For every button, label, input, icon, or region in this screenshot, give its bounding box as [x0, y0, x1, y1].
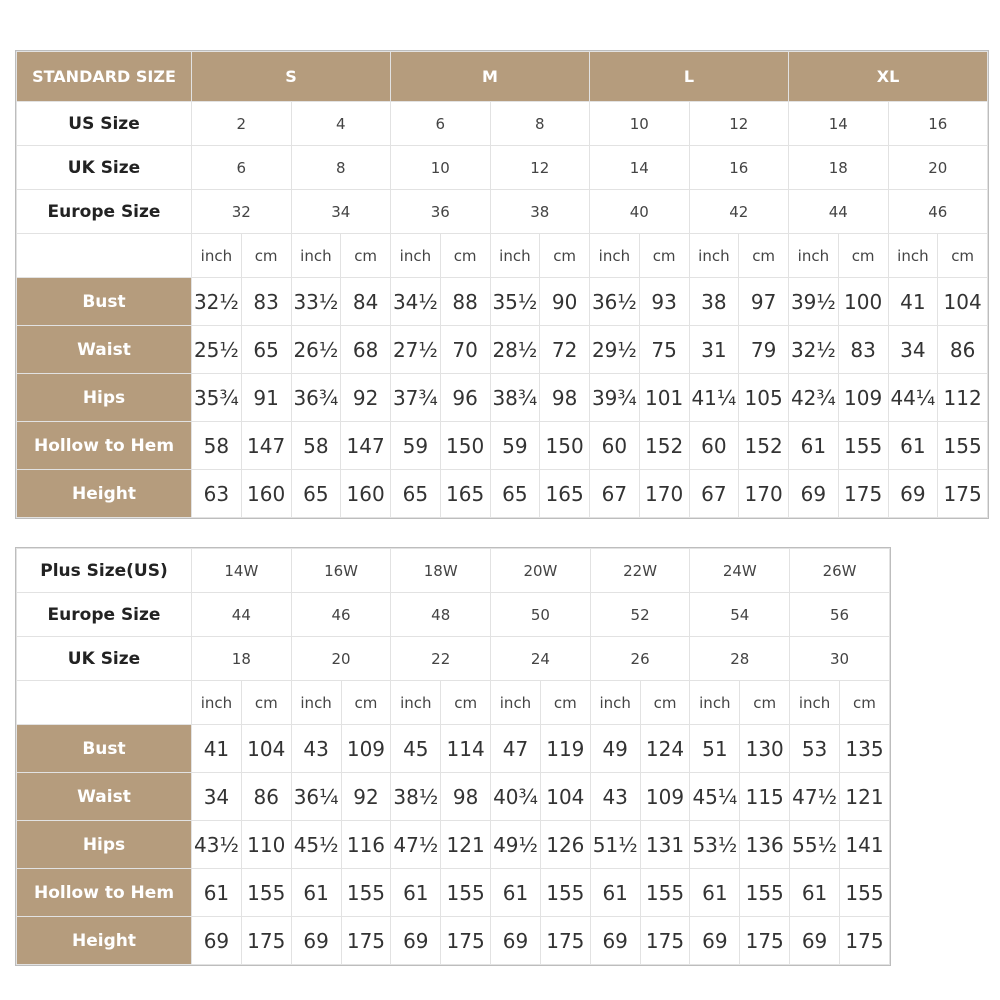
- unit-cm: cm: [540, 234, 590, 278]
- measurement-label: Hips: [17, 374, 192, 422]
- measurement-value: 152: [639, 422, 689, 470]
- measurement-value: 69: [789, 470, 839, 518]
- size-value: 28: [690, 637, 790, 681]
- size-value: 40: [590, 190, 690, 234]
- size-value: 20: [888, 146, 988, 190]
- size-value: 16: [888, 102, 988, 146]
- size-group-header-row: [17, 52, 988, 102]
- size-value: 26W: [790, 549, 890, 593]
- measurement-value: 69: [192, 917, 242, 965]
- measurement-row: [17, 470, 988, 518]
- info-row: [17, 637, 890, 681]
- measurement-value: 68: [341, 326, 391, 374]
- size-value: 22: [391, 637, 491, 681]
- unit-cm: cm: [441, 681, 491, 725]
- measurement-label: Bust: [17, 278, 192, 326]
- size-value: 46: [291, 593, 391, 637]
- measurement-value: 175: [938, 470, 988, 518]
- measurement-value: 155: [441, 869, 491, 917]
- measurement-value: 40¾: [491, 773, 541, 821]
- measurement-value: 104: [241, 725, 291, 773]
- size-value: 20: [291, 637, 391, 681]
- measurement-value: 69: [790, 917, 840, 965]
- size-group-l: L: [590, 52, 789, 102]
- measurement-row: [17, 773, 890, 821]
- measurement-value: 41: [192, 725, 242, 773]
- measurement-value: 155: [938, 422, 988, 470]
- measurement-value: 39¾: [590, 374, 640, 422]
- unit-inch: inch: [590, 681, 640, 725]
- measurement-label: Waist: [17, 773, 192, 821]
- measurement-value: 101: [639, 374, 689, 422]
- measurement-value: 49½: [491, 821, 541, 869]
- size-value: 18: [789, 146, 889, 190]
- unit-cm: cm: [440, 234, 490, 278]
- measurement-value: 41: [888, 278, 938, 326]
- size-value: 34: [291, 190, 391, 234]
- measurement-value: 53½: [690, 821, 740, 869]
- size-value: 8: [291, 146, 391, 190]
- measurement-value: 165: [440, 470, 490, 518]
- measurement-row: [17, 917, 890, 965]
- measurement-value: 155: [640, 869, 690, 917]
- measurement-row: [17, 278, 988, 326]
- measurement-value: 92: [341, 374, 391, 422]
- measurement-value: 51: [690, 725, 740, 773]
- measurement-value: 155: [740, 869, 790, 917]
- measurement-value: 147: [241, 422, 291, 470]
- measurement-value: 114: [441, 725, 491, 773]
- measurement-label: Bust: [17, 725, 192, 773]
- unit-inch: inch: [490, 234, 540, 278]
- measurement-value: 33½: [291, 278, 341, 326]
- size-value: 10: [590, 102, 690, 146]
- measurement-value: 53: [790, 725, 840, 773]
- measurement-value: 83: [241, 278, 291, 326]
- measurement-value: 32½: [192, 278, 242, 326]
- size-value: 8: [490, 102, 590, 146]
- measurement-value: 100: [838, 278, 888, 326]
- measurement-value: 98: [441, 773, 491, 821]
- unit-inch: inch: [291, 681, 341, 725]
- measurement-value: 97: [739, 278, 789, 326]
- measurement-value: 90: [540, 278, 590, 326]
- measurement-value: 45: [391, 725, 441, 773]
- size-value: 54: [690, 593, 790, 637]
- measurement-row: [17, 725, 890, 773]
- measurement-value: 155: [241, 869, 291, 917]
- size-value: 44: [192, 593, 292, 637]
- measurement-value: 84: [341, 278, 391, 326]
- measurement-value: 47½: [790, 773, 840, 821]
- size-value: 16: [689, 146, 789, 190]
- standard-size-table: [16, 51, 988, 518]
- measurement-row: [17, 821, 890, 869]
- measurement-value: 155: [341, 869, 391, 917]
- measurement-row: [17, 374, 988, 422]
- size-value: 18: [192, 637, 292, 681]
- measurement-value: 96: [440, 374, 490, 422]
- size-value: 24: [491, 637, 591, 681]
- measurement-value: 65: [291, 470, 341, 518]
- unit-inch: inch: [192, 234, 242, 278]
- measurement-value: 59: [391, 422, 441, 470]
- unit-inch: inch: [391, 681, 441, 725]
- measurement-value: 75: [639, 326, 689, 374]
- standard-size-header: STANDARD SIZE: [17, 52, 192, 102]
- measurement-value: 152: [739, 422, 789, 470]
- info-row: [17, 593, 890, 637]
- measurement-value: 150: [440, 422, 490, 470]
- size-value: 46: [888, 190, 988, 234]
- size-value: 22W: [590, 549, 690, 593]
- measurement-value: 39½: [789, 278, 839, 326]
- measurement-value: 34: [192, 773, 242, 821]
- size-value: 24W: [690, 549, 790, 593]
- unit-cm: cm: [241, 234, 291, 278]
- measurement-value: 35¾: [192, 374, 242, 422]
- measurement-label: Waist: [17, 326, 192, 374]
- unit-inch: inch: [391, 234, 441, 278]
- measurement-value: 42¾: [789, 374, 839, 422]
- unit-cm: cm: [639, 234, 689, 278]
- size-value: 14W: [192, 549, 292, 593]
- measurement-value: 136: [740, 821, 790, 869]
- measurement-value: 65: [490, 470, 540, 518]
- measurement-value: 45½: [291, 821, 341, 869]
- measurement-value: 112: [938, 374, 988, 422]
- measurement-value: 51½: [590, 821, 640, 869]
- measurement-value: 61: [790, 869, 840, 917]
- measurement-value: 61: [192, 869, 242, 917]
- size-value: 2: [192, 102, 292, 146]
- unit-inch: inch: [690, 681, 740, 725]
- measurement-value: 43½: [192, 821, 242, 869]
- measurement-value: 37¾: [391, 374, 441, 422]
- row-label: UK Size: [17, 146, 192, 190]
- measurement-value: 44¼: [888, 374, 938, 422]
- size-value: 48: [391, 593, 491, 637]
- measurement-value: 175: [241, 917, 291, 965]
- size-value: 6: [391, 102, 491, 146]
- size-value: 50: [491, 593, 591, 637]
- measurement-label: Hips: [17, 821, 192, 869]
- measurement-value: 109: [640, 773, 690, 821]
- size-value: 4: [291, 102, 391, 146]
- measurement-value: 131: [640, 821, 690, 869]
- measurement-value: 141: [839, 821, 889, 869]
- info-row: [17, 190, 988, 234]
- measurement-value: 115: [740, 773, 790, 821]
- measurement-value: 105: [739, 374, 789, 422]
- size-value: 30: [790, 637, 890, 681]
- measurement-value: 60: [590, 422, 640, 470]
- unit-cm: cm: [838, 234, 888, 278]
- size-group-m: M: [391, 52, 590, 102]
- unit-row-spacer: [17, 681, 192, 725]
- size-group-s: S: [192, 52, 391, 102]
- measurement-value: 175: [441, 917, 491, 965]
- measurement-value: 86: [938, 326, 988, 374]
- measurement-value: 61: [789, 422, 839, 470]
- measurement-value: 69: [291, 917, 341, 965]
- measurement-value: 38¾: [490, 374, 540, 422]
- measurement-value: 93: [639, 278, 689, 326]
- measurement-value: 49: [590, 725, 640, 773]
- unit-cm: cm: [739, 234, 789, 278]
- measurement-value: 175: [838, 470, 888, 518]
- measurement-value: 34: [888, 326, 938, 374]
- measurement-value: 170: [739, 470, 789, 518]
- size-value: 14: [789, 102, 889, 146]
- measurement-value: 175: [740, 917, 790, 965]
- measurement-row: [17, 869, 890, 917]
- size-value: 52: [590, 593, 690, 637]
- measurement-value: 72: [540, 326, 590, 374]
- measurement-value: 119: [540, 725, 590, 773]
- measurement-value: 165: [540, 470, 590, 518]
- size-value: 32: [192, 190, 292, 234]
- size-value: 20W: [491, 549, 591, 593]
- measurement-value: 160: [341, 470, 391, 518]
- measurement-value: 88: [440, 278, 490, 326]
- unit-cm: cm: [241, 681, 291, 725]
- measurement-value: 135: [839, 725, 889, 773]
- measurement-value: 69: [391, 917, 441, 965]
- measurement-value: 155: [839, 869, 889, 917]
- unit-cm: cm: [938, 234, 988, 278]
- row-label: Europe Size: [17, 593, 192, 637]
- measurement-value: 92: [341, 773, 391, 821]
- measurement-value: 45¼: [690, 773, 740, 821]
- size-value: 14: [590, 146, 690, 190]
- unit-inch: inch: [689, 234, 739, 278]
- measurement-value: 109: [341, 725, 391, 773]
- measurement-value: 130: [740, 725, 790, 773]
- measurement-value: 104: [540, 773, 590, 821]
- measurement-value: 43: [590, 773, 640, 821]
- measurement-label: Hollow to Hem: [17, 422, 192, 470]
- measurement-value: 38½: [391, 773, 441, 821]
- measurement-value: 124: [640, 725, 690, 773]
- measurement-value: 60: [689, 422, 739, 470]
- measurement-value: 36¾: [291, 374, 341, 422]
- measurement-value: 86: [241, 773, 291, 821]
- measurement-label: Height: [17, 917, 192, 965]
- unit-inch: inch: [491, 681, 541, 725]
- size-value: 56: [790, 593, 890, 637]
- measurement-value: 47: [491, 725, 541, 773]
- measurement-value: 58: [192, 422, 242, 470]
- measurement-value: 70: [440, 326, 490, 374]
- unit-row: [17, 681, 890, 725]
- measurement-value: 69: [491, 917, 541, 965]
- measurement-value: 175: [341, 917, 391, 965]
- size-value: 38: [490, 190, 590, 234]
- measurement-value: 36¼: [291, 773, 341, 821]
- measurement-value: 38: [689, 278, 739, 326]
- measurement-value: 61: [690, 869, 740, 917]
- measurement-value: 160: [241, 470, 291, 518]
- unit-cm: cm: [540, 681, 590, 725]
- measurement-value: 175: [839, 917, 889, 965]
- unit-cm: cm: [341, 681, 391, 725]
- measurement-value: 31: [689, 326, 739, 374]
- measurement-value: 27½: [391, 326, 441, 374]
- measurement-value: 25½: [192, 326, 242, 374]
- measurement-value: 43: [291, 725, 341, 773]
- measurement-value: 155: [838, 422, 888, 470]
- unit-inch: inch: [789, 234, 839, 278]
- info-row: [17, 102, 988, 146]
- unit-inch: inch: [888, 234, 938, 278]
- measurement-value: 61: [391, 869, 441, 917]
- measurement-value: 61: [291, 869, 341, 917]
- measurement-value: 41¼: [689, 374, 739, 422]
- measurement-value: 58: [291, 422, 341, 470]
- measurement-value: 61: [491, 869, 541, 917]
- measurement-value: 69: [690, 917, 740, 965]
- measurement-value: 34½: [391, 278, 441, 326]
- unit-inch: inch: [590, 234, 640, 278]
- measurement-value: 36½: [590, 278, 640, 326]
- unit-cm: cm: [341, 234, 391, 278]
- measurement-value: 121: [839, 773, 889, 821]
- info-row: [17, 146, 988, 190]
- measurement-value: 26½: [291, 326, 341, 374]
- size-value: 12: [689, 102, 789, 146]
- unit-cm: cm: [640, 681, 690, 725]
- measurement-value: 104: [938, 278, 988, 326]
- measurement-value: 63: [192, 470, 242, 518]
- measurement-value: 109: [838, 374, 888, 422]
- measurement-value: 155: [540, 869, 590, 917]
- row-label: Plus Size(US): [17, 549, 192, 593]
- plus-size-table: [16, 548, 890, 965]
- measurement-value: 110: [241, 821, 291, 869]
- measurement-value: 91: [241, 374, 291, 422]
- unit-inch: inch: [790, 681, 840, 725]
- measurement-value: 65: [241, 326, 291, 374]
- info-row: [17, 549, 890, 593]
- measurement-value: 69: [888, 470, 938, 518]
- measurement-value: 79: [739, 326, 789, 374]
- measurement-value: 65: [391, 470, 441, 518]
- measurement-value: 170: [639, 470, 689, 518]
- measurement-value: 47½: [391, 821, 441, 869]
- measurement-row: [17, 326, 988, 374]
- measurement-value: 69: [590, 917, 640, 965]
- measurement-label: Hollow to Hem: [17, 869, 192, 917]
- measurement-value: 61: [888, 422, 938, 470]
- measurement-value: 28½: [490, 326, 540, 374]
- unit-inch: inch: [291, 234, 341, 278]
- measurement-value: 35½: [490, 278, 540, 326]
- size-value: 44: [789, 190, 889, 234]
- measurement-value: 121: [441, 821, 491, 869]
- size-value: 10: [391, 146, 491, 190]
- unit-row: [17, 234, 988, 278]
- size-value: 18W: [391, 549, 491, 593]
- size-value: 36: [391, 190, 491, 234]
- unit-inch: inch: [192, 681, 242, 725]
- measurement-value: 98: [540, 374, 590, 422]
- measurement-value: 150: [540, 422, 590, 470]
- row-label: Europe Size: [17, 190, 192, 234]
- measurement-value: 147: [341, 422, 391, 470]
- measurement-value: 32½: [789, 326, 839, 374]
- size-value: 12: [490, 146, 590, 190]
- measurement-value: 175: [540, 917, 590, 965]
- measurement-label: Height: [17, 470, 192, 518]
- size-value: 42: [689, 190, 789, 234]
- size-value: 16W: [291, 549, 391, 593]
- measurement-value: 83: [838, 326, 888, 374]
- row-label: UK Size: [17, 637, 192, 681]
- measurement-value: 67: [689, 470, 739, 518]
- size-group-xl: XL: [789, 52, 988, 102]
- measurement-value: 61: [590, 869, 640, 917]
- size-value: 26: [590, 637, 690, 681]
- unit-cm: cm: [839, 681, 889, 725]
- measurement-value: 126: [540, 821, 590, 869]
- measurement-value: 67: [590, 470, 640, 518]
- row-label: US Size: [17, 102, 192, 146]
- unit-cm: cm: [740, 681, 790, 725]
- measurement-value: 29½: [590, 326, 640, 374]
- measurement-value: 55½: [790, 821, 840, 869]
- unit-row-spacer: [17, 234, 192, 278]
- measurement-value: 116: [341, 821, 391, 869]
- measurement-value: 59: [490, 422, 540, 470]
- measurement-value: 175: [640, 917, 690, 965]
- measurement-row: [17, 422, 988, 470]
- size-value: 6: [192, 146, 292, 190]
